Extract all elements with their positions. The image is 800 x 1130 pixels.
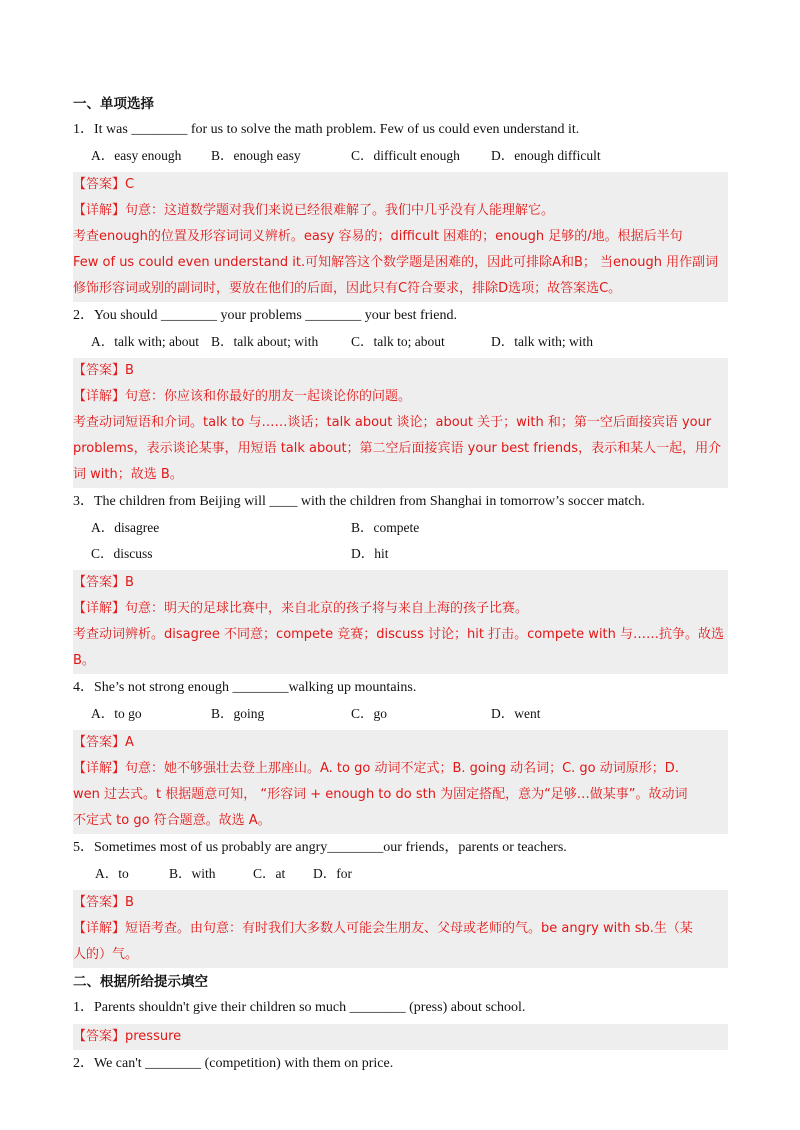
q4-detail-line: 不定式 to go 符合题意。故选 A。 — [73, 813, 271, 828]
question-3-stem: 3．The children from Beijing will ____ with the children from Shanghai in tomorrow’s soccer match. — [73, 494, 645, 509]
q3-detail-line: 考查动词辨析。disagree 不同意；compete 竞赛；discuss 讨论；hit 打击。compete with 与……抗争。故选 — [73, 627, 725, 642]
question-4-answer-box — [73, 730, 728, 834]
q1-option-d: D．enough difficult — [491, 148, 601, 163]
q2-option-d: D．talk with; with — [491, 334, 593, 349]
q3-option-b: B．compete — [351, 520, 420, 535]
q5-option-d: D．for — [313, 866, 352, 881]
q5-option-a: A．to — [95, 866, 129, 881]
q2-detail-line: 考查动词短语和介词。talk to 与……谈话；talk about 谈论；about 关于；with 和；第一空后面接宾语 your — [73, 415, 712, 430]
q5-answer: 【答案】B — [73, 895, 134, 910]
q1-detail-line: 修饰形容词或别的副词时，要放在他们的后面，因此只有C符合要求，排除D选项；故答案选C。 — [73, 281, 622, 296]
q4-detail-line: 【详解】句意：她不够强壮去登上那座山。A. to go 动词不定式；B. going 动名词；C. go 动词原形；D. — [73, 761, 679, 776]
question-1-stem: 1．It was ________ for us to solve the math problem. Few of us could even understand it. — [73, 122, 580, 137]
question-4-stem: 4．She’s not strong enough ________walking up mountains. — [73, 680, 417, 695]
question-2-stem: 2．You should ________ your problems ________ your best friend. — [73, 308, 457, 323]
q1-option-c: C．difficult enough — [351, 148, 460, 163]
q3-option-c: C．discuss — [91, 546, 153, 561]
q1-detail-line: 考查enough的位置及形容词词义辨析。easy 容易的；difficult 困难的；enough 足够的/地。根据后半句 — [73, 229, 683, 244]
q4-option-c: C．go — [351, 706, 388, 721]
question-1-answer-box — [73, 172, 728, 302]
q1-detail-line: 【详解】句意：这道数学题对我们来说已经很难解了。我们中几乎没有人能理解它。 — [73, 203, 555, 218]
q2-detail-line: 词 with；故选 B。 — [73, 467, 183, 482]
question-5-answer-box — [73, 890, 728, 968]
section-title-fill-in: 二、根据所给提示填空 — [73, 974, 208, 990]
question-1-options — [73, 144, 728, 168]
q2-answer: 【答案】B — [73, 363, 134, 378]
q3-detail-line: 【详解】句意：明天的足球比赛中，来自北京的孩子将与来自上海的孩子比赛。 — [73, 601, 529, 616]
question-4-options — [73, 702, 728, 726]
q3-answer: 【答案】B — [73, 575, 134, 590]
q3-option-a: A．disagree — [91, 520, 160, 535]
fill-1-stem: 1．Parents shouldn't give their children so much ________ (press) about school. — [73, 1000, 526, 1015]
question-5-options — [73, 862, 728, 886]
q2-option-c: C．talk to; about — [351, 334, 445, 349]
question-3-options-row-1 — [73, 516, 728, 540]
question-3-answer-box — [73, 570, 728, 674]
q1-option-a: A．easy enough — [91, 148, 182, 163]
q4-detail-line: wen 过去式。t 根据题意可知， “形容词 + enough to do sth 为固定搭配，意为“足够…做某事”。故动词 — [73, 787, 688, 802]
q1-answer: 【答案】C — [73, 177, 135, 192]
fill-2-stem: 2．We can't ________ (competition) with them on price. — [73, 1056, 394, 1071]
q4-option-d: D．went — [491, 706, 541, 721]
q5-detail-line: 人的）气。 — [73, 947, 139, 962]
q1-option-b: B．enough easy — [211, 148, 301, 163]
fill-1-answer-box — [73, 1024, 728, 1050]
worksheet-content — [73, 92, 728, 1076]
q2-detail-line: 【详解】句意：你应该和你最好的朋友一起谈论你的问题。 — [73, 389, 412, 404]
question-2-options — [73, 330, 728, 354]
q5-option-b: B．with — [169, 866, 216, 881]
q2-detail-line: problems，表示谈论某事，用短语 talk about；第二空后面接宾语 your best friends，表示和某人一起，用介 — [73, 441, 722, 456]
f1-answer: 【答案】pressure — [73, 1029, 182, 1044]
question-2-answer-box — [73, 358, 728, 488]
q2-option-a: A．talk with; about — [91, 334, 199, 349]
q4-option-b: B．going — [211, 706, 265, 721]
question-3-options-row-2 — [73, 542, 728, 566]
question-5-stem: 5．Sometimes most of us probably are angry________our friends，parents or teachers. — [73, 840, 567, 855]
q5-detail-line: 【详解】短语考查。由句意：有时我们大多数人可能会生朋友、父母或老师的气。be angry with sb.生（某 — [73, 921, 693, 936]
q4-option-a: A．to go — [91, 706, 142, 721]
q5-option-c: C．at — [253, 866, 286, 881]
q3-option-d: D．hit — [351, 546, 389, 561]
section-title-multiple-choice: 一、单项选择 — [73, 96, 154, 112]
q3-detail-line: B。 — [73, 653, 95, 668]
q2-option-b: B．talk about; with — [211, 334, 319, 349]
q4-answer: 【答案】A — [73, 735, 134, 750]
q1-detail-line: Few of us could even understand it.可知解答这个数学题是困难的，因此可排除A和B； 当enough 用作副词 — [73, 255, 719, 270]
